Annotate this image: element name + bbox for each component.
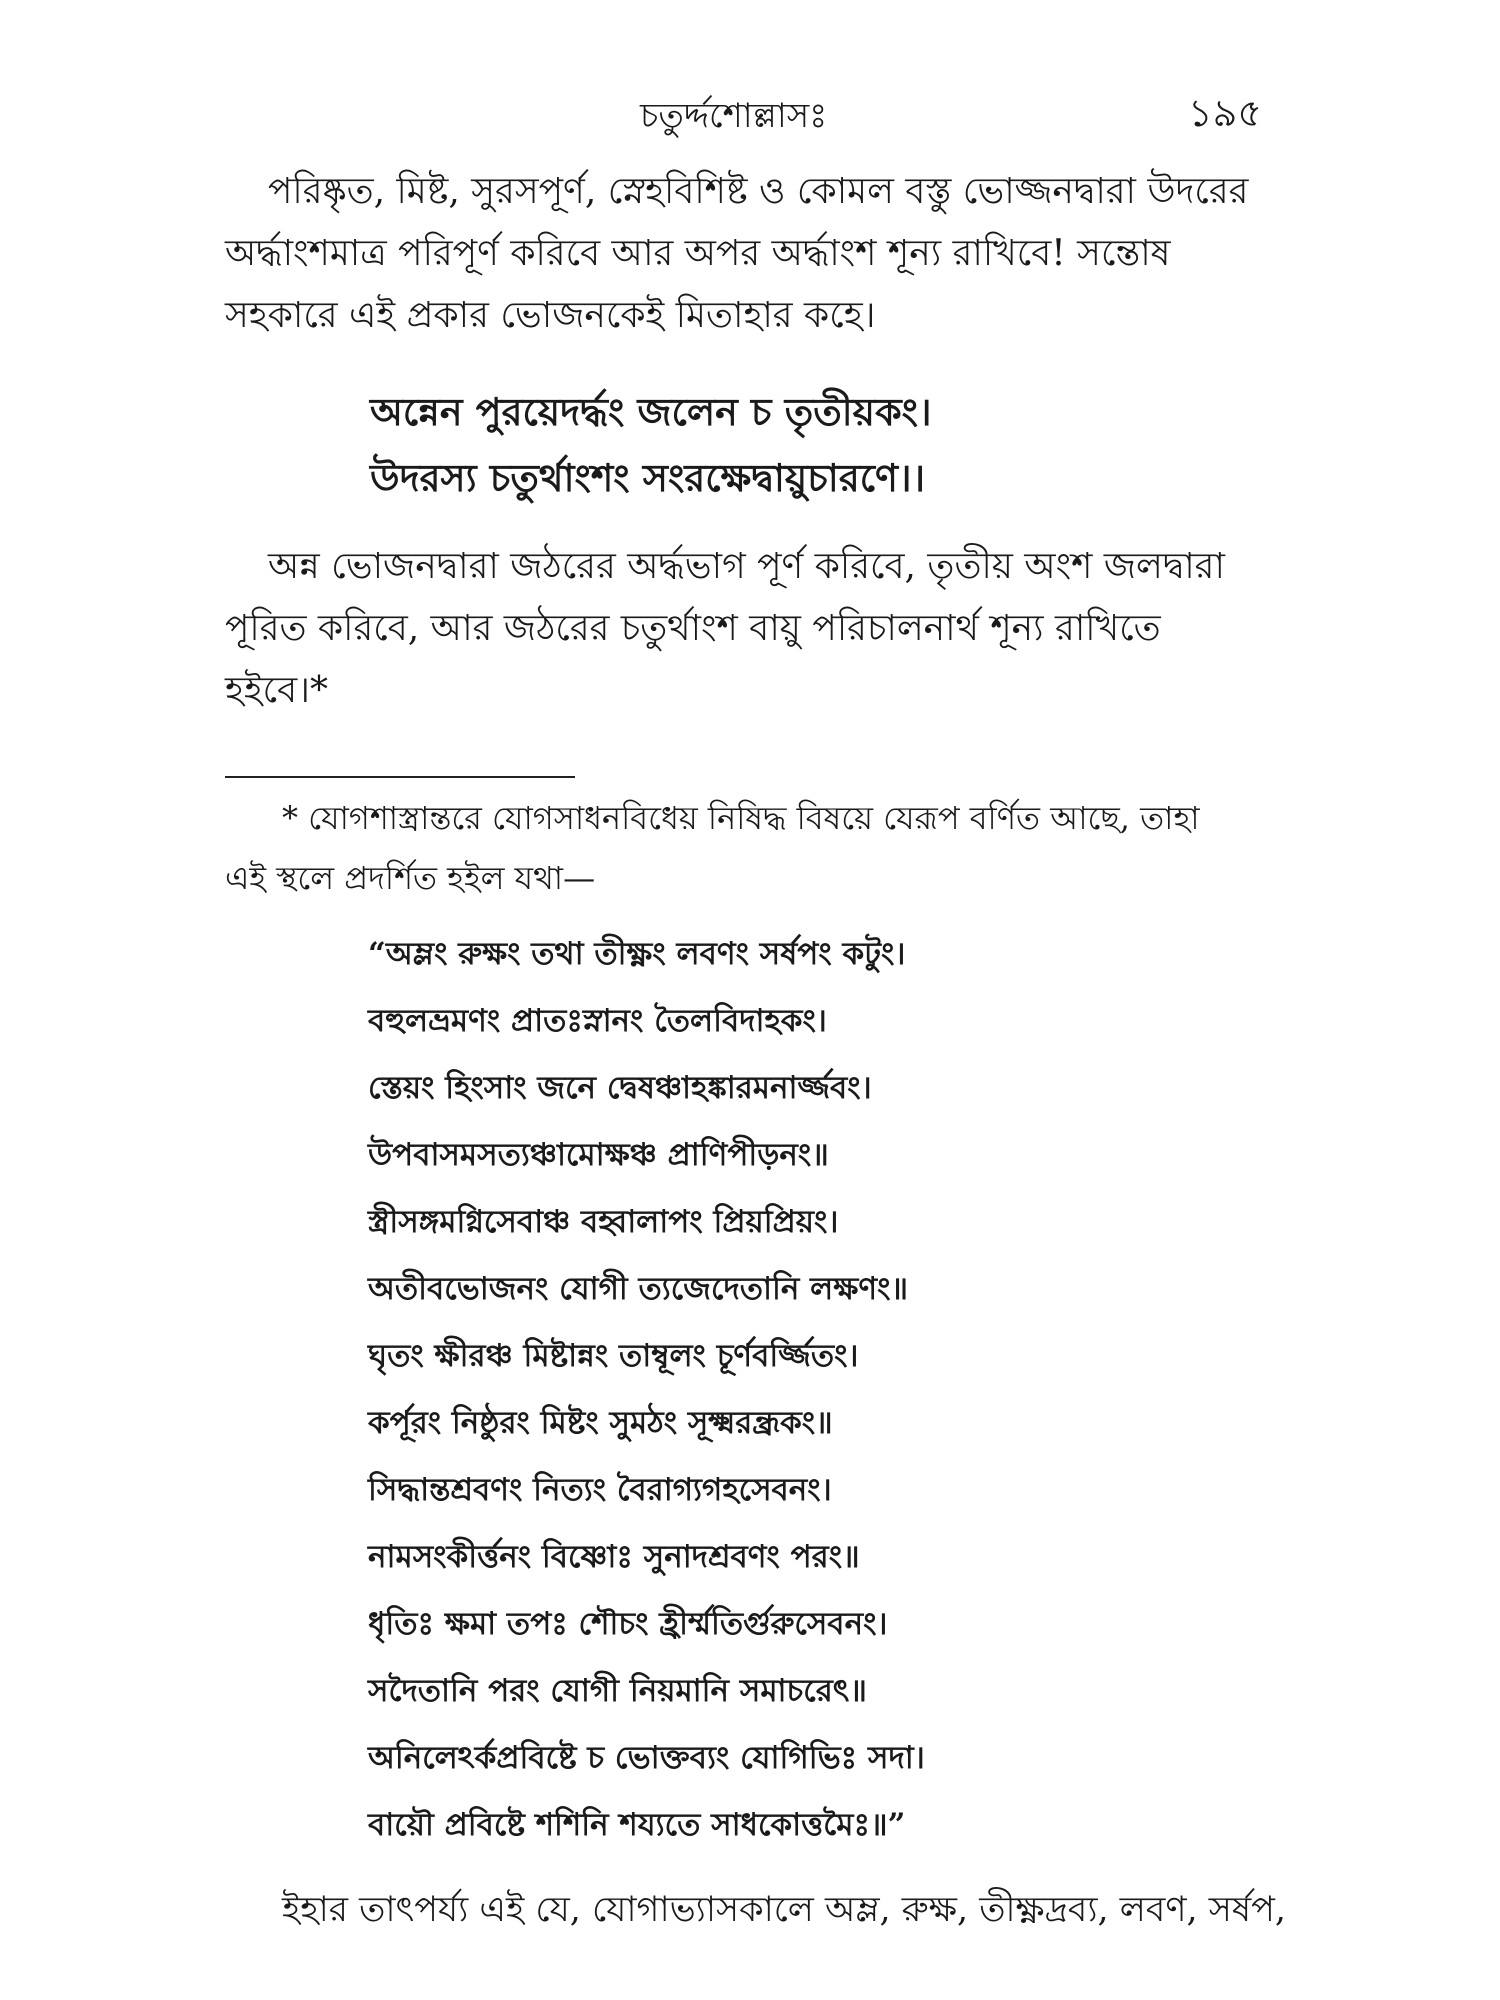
footnote-rule <box>225 776 575 778</box>
verse-line: উদরস্য চতুর্থাংশং সংরক্ষেদ্বায়ুচারণে।। <box>370 455 926 500</box>
footnote-line: * যোগশাস্ত্রান্তরে যোগসাধনবিধেয় নিষিদ্ধ বিষয়ে যেরূপ বর্ণিত আছে, তাহা <box>282 799 1200 837</box>
footnote-verse-line: বহুলভ্রমণং প্রাতঃস্নানং তৈলবিদাহকং। <box>368 1003 827 1039</box>
paragraph-line: ইহার তাৎপর্য্য এই যে, যোগাভ্যাসকালে অম্ল, রুক্ষ, তীক্ষ্ণদ্রব্য, লবণ, সর্ষপ, <box>282 1890 1287 1930</box>
footnote-verse-line: কর্পূরং নিষ্ঠুরং মিষ্টং সুমঠং সূক্ষ্মরন্ধ্রকং॥ <box>368 1405 833 1441</box>
footnote-verse-line: সিদ্ধান্তশ্রবণং নিত্যং বৈরাগ্যগহসেবনং। <box>368 1472 832 1508</box>
paragraph-line: অন্ন ভোজনদ্বারা জঠরের অর্দ্ধভাগ পূর্ণ করিবে, তৃতীয় অংশ জলদ্বারা <box>268 546 1225 587</box>
paragraph-line: অর্দ্ধাংশমাত্র পরিপূর্ণ করিবে আর অপর অর্দ্ধাংশ শূন্য রাখিবে! সন্তোষ <box>225 233 1171 274</box>
footnote-verse-line: ধৃতিঃ ক্ষমা তপঃ শৌচং হ্রীর্ম্মতির্গুরুসেবনং। <box>368 1606 888 1642</box>
footnote-verse-line: অতীবভোজনং যোগী ত্যজেদেতানি লক্ষণং॥ <box>368 1271 908 1307</box>
footnote-verse-line: অনিলেঽর্কপ্রবিষ্টে চ ভোক্তব্যং যোগিভিঃ সদা। <box>368 1740 925 1776</box>
footnote-verse-line: নামসংকীর্ত্তনং বিষ্ণোঃ সুনাদশ্রবণং পরং॥ <box>368 1539 860 1575</box>
footnote-verse-line: স্ত্রীসঙ্গমগ্নিসেবাঞ্চ বহ্বালাপং প্রিয়প্রিয়ং। <box>368 1204 839 1240</box>
footnote-verse-line: উপবাসমসত্যঞ্চামোক্ষঞ্চ প্রাণিপীড়নং॥ <box>368 1137 829 1173</box>
running-title: চতুর্দ্দশোল্লাসঃ <box>640 96 828 136</box>
footnote-line: এই স্থলে প্রদর্শিত হইল যথা— <box>225 859 596 897</box>
paragraph-line: পূরিত করিবে, আর জঠরের চতুর্থাংশ বায়ু পরিচালনার্থ শূন্য রাখিতে <box>225 608 1161 649</box>
paragraph-line: পরিষ্কৃত, মিষ্ট, সুরসপূর্ণ, স্নেহবিশিষ্ট ও কোমল বস্তু ভোজ্জনদ্বারা উদরের <box>268 171 1249 212</box>
paragraph-line: হইবে।* <box>225 670 329 711</box>
paragraph-line: সহকারে এই প্রকার ভোজনকেই মিতাহার কহে। <box>225 295 876 336</box>
footnote-verse-line: “অম্লং রুক্ষং তথা তীক্ষ্ণং লবণং সর্ষপং কটুং। <box>368 936 906 972</box>
footnote-verse-line: ঘৃতং ক্ষীরঞ্চ মিষ্টান্নং তাম্বূলং চূর্ণবর্জ্জিতং। <box>368 1338 859 1374</box>
verse-line: অন্নেন পুরয়েদর্দ্ধং জলেন চ তৃতীয়কং। <box>370 389 932 434</box>
page-number: ১৯৫ <box>1188 91 1262 135</box>
footnote-verse-line: বায়ৌ প্রবিষ্টে শশিনি শয্যতে সাধকোত্তমৈঃ॥” <box>368 1807 906 1843</box>
footnote-verse-line: সদৈতানি পরং যোগী নিয়মানি সমাচরেৎ॥ <box>368 1673 867 1709</box>
footnote-verse-line: স্তেয়ং হিংসাং জনে দ্বেষঞ্চাহঙ্কারমনার্জ্জবং। <box>368 1070 872 1106</box>
